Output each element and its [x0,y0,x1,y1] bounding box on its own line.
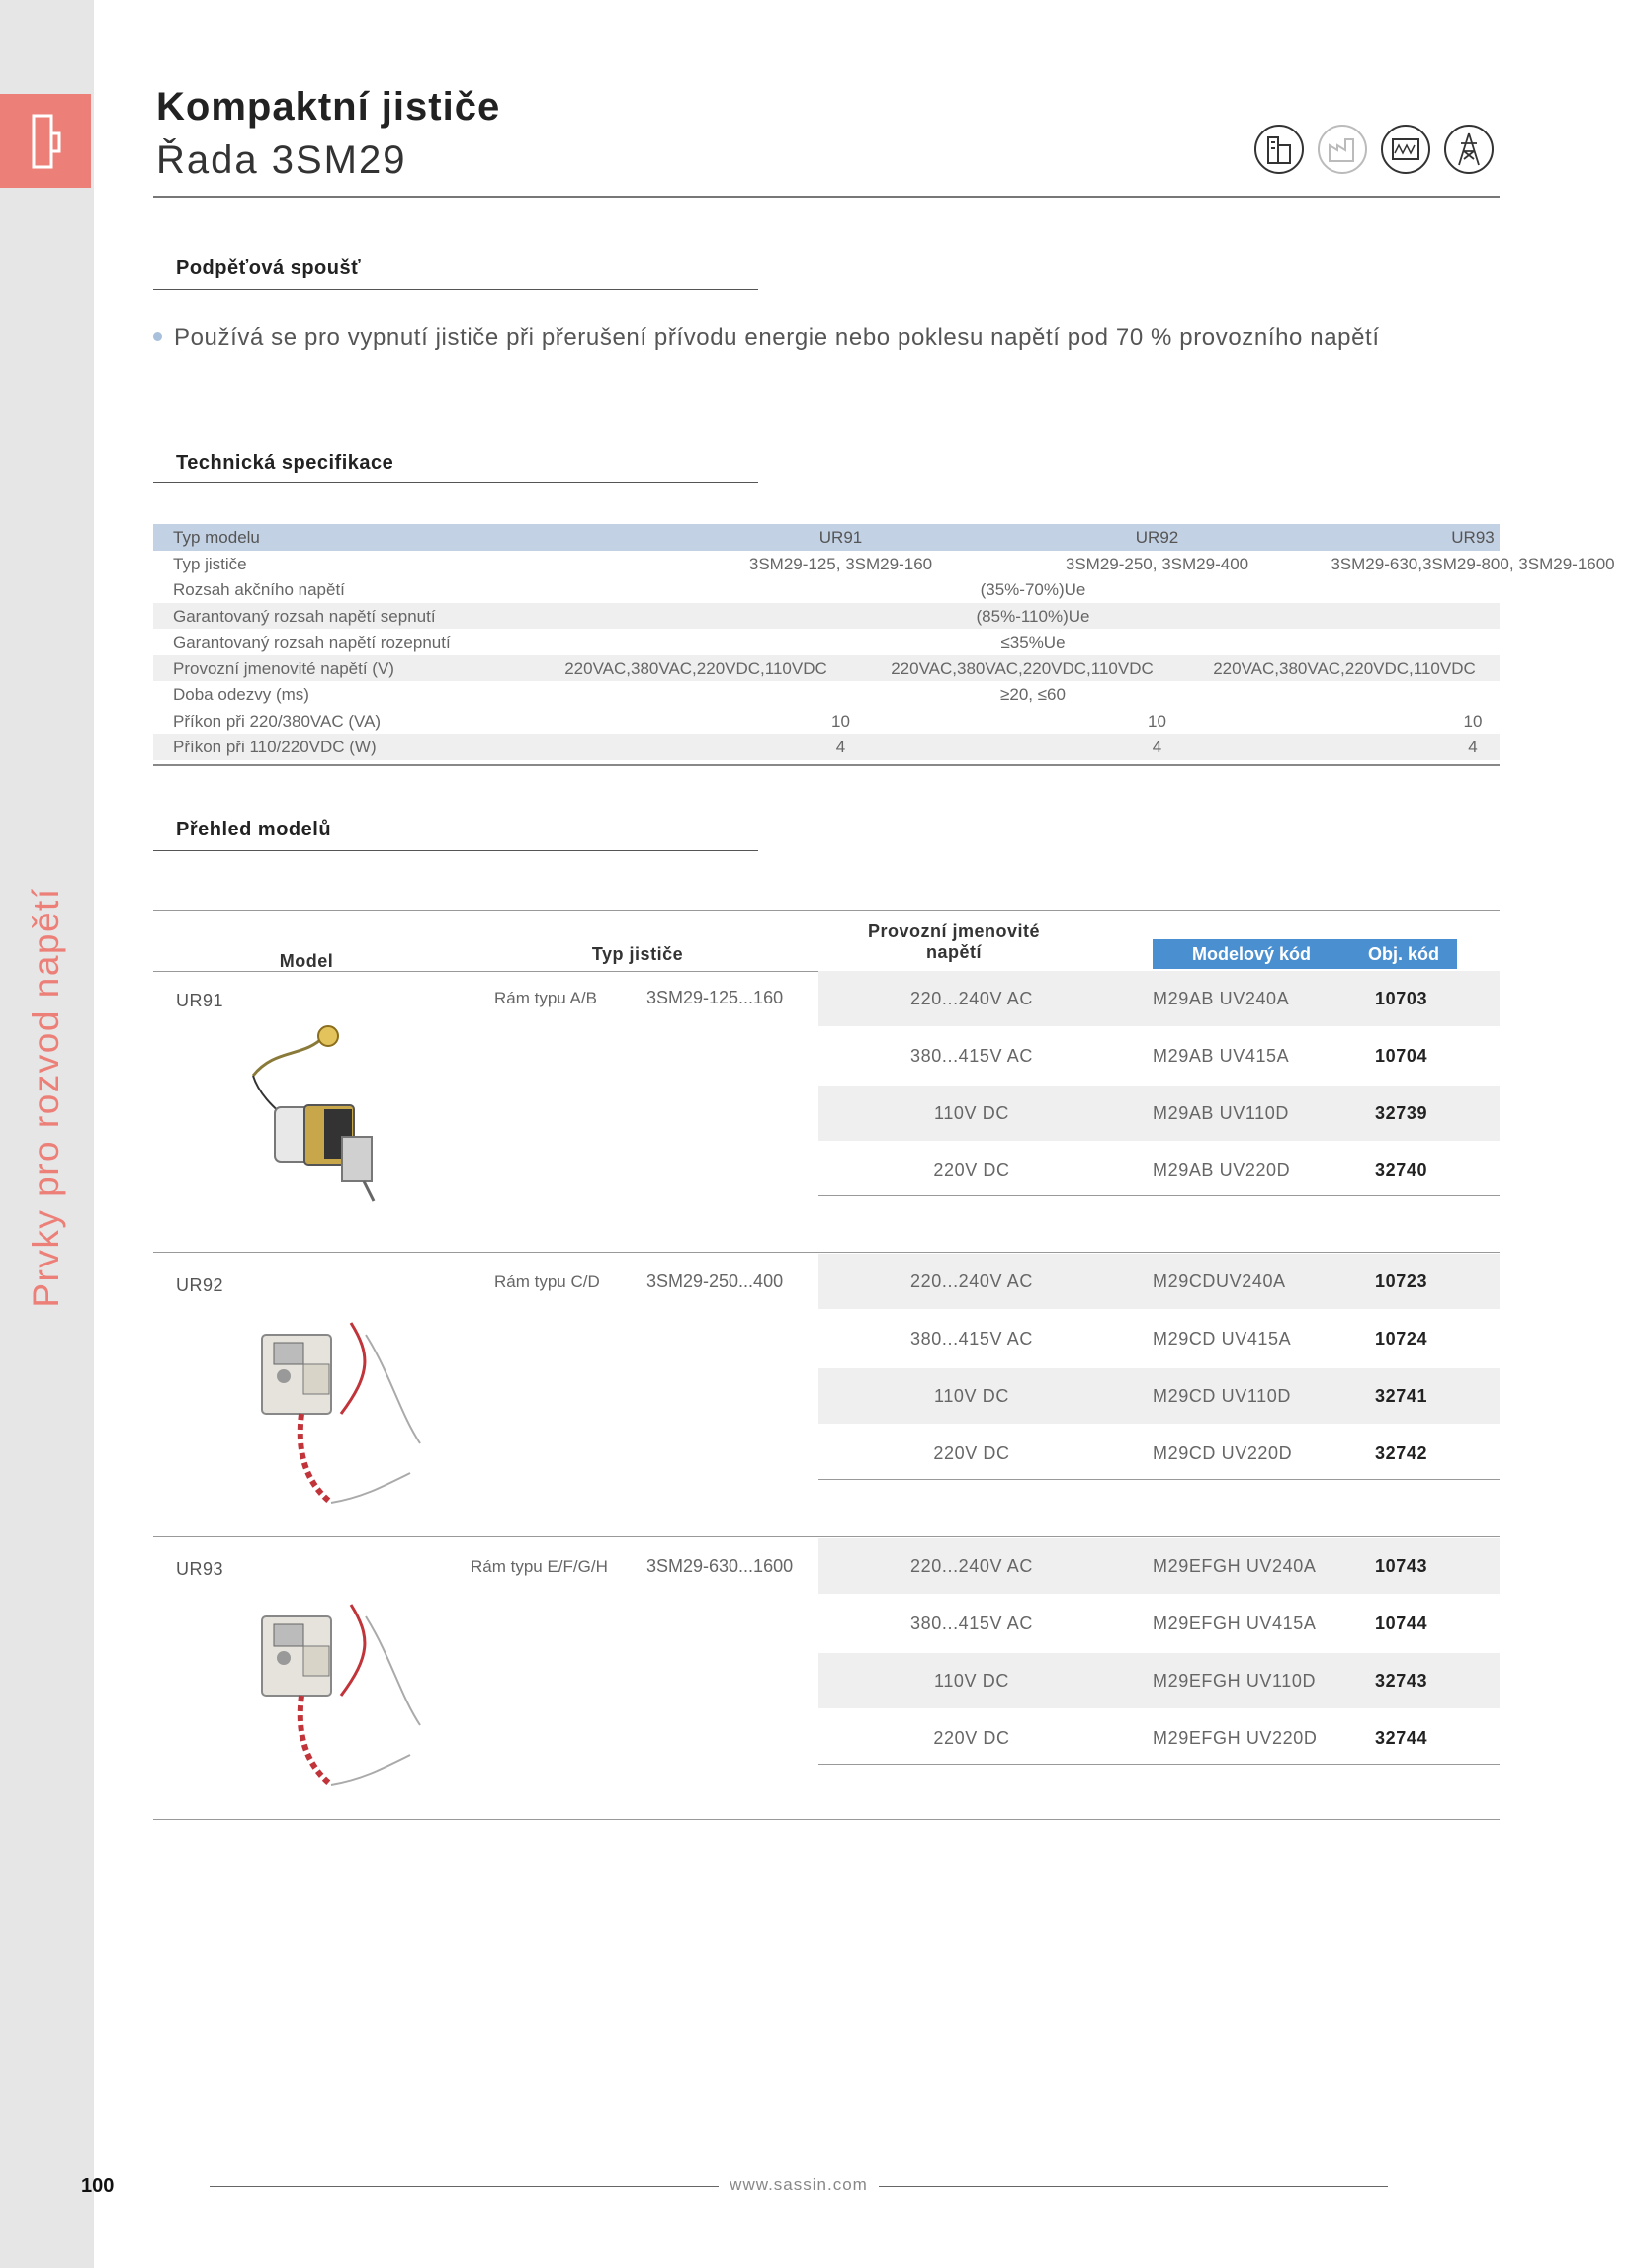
variant-code: M29AB UV415A [1153,1046,1290,1066]
section-underline [153,850,758,851]
description-text: Používá se pro vypnutí jističe při přerušení přívodu energie nebo poklesu napětí pod 70 % provozního napětí [174,324,1380,351]
page-number: 100 [81,2175,115,2197]
variant-code: M29CD UV220D [1153,1443,1293,1463]
variant-code: M29EFGH UV220D [1153,1728,1318,1748]
frame-type: Rám typu A/B [494,989,597,1007]
spec-row-open-range [153,629,1500,655]
variant-row [818,1311,1500,1366]
variant-code: M29AB UV240A [1153,989,1290,1008]
tower-icon [1443,124,1495,175]
power-panel-icon [1380,124,1431,175]
variant-order: 32740 [1375,1160,1428,1179]
spec-label: Provozní jmenovité napětí (V) [173,658,394,678]
variant-order: 10703 [1375,989,1428,1008]
spec-row-breaker-type [153,551,1615,577]
column-header-voltage-line1: Provozní jmenovité [867,921,1041,941]
variant-row [818,1538,1500,1594]
variant-row [818,1028,1500,1084]
variant-row [818,971,1500,1026]
variant-row [818,1426,1500,1481]
group-top-border [153,1536,1500,1537]
spec-label: Garantovaný rozsah napětí rozepnutí [173,633,451,652]
section-tab [0,94,91,188]
spec-label: Doba odezvy (ms) [173,685,309,704]
ur92-product-photo [252,1315,440,1513]
variant-code: M29CD UV415A [1153,1329,1292,1349]
spec-row-action-range [153,576,1500,603]
variant-row [818,1653,1500,1708]
page-subtitle: Řada 3SM29 [156,138,407,182]
variant-code: M29EFGH UV110D [1153,1671,1317,1691]
variant-voltage: 110V DC [934,1103,1009,1123]
building-icon [1253,124,1305,175]
variant-row [818,1596,1500,1651]
variant-code: M29AB UV110D [1153,1103,1289,1123]
section-label: Prvky pro rozvod napětí [26,887,66,1308]
spec-row-response-time [153,681,1500,708]
footer [210,2175,1388,2195]
variant-order: 32739 [1375,1103,1428,1123]
section-underline [153,482,758,483]
spec-cell: UR92 [1135,528,1179,547]
variant-row [818,1368,1500,1424]
section-underline [153,289,758,290]
variant-code: M29AB UV220D [1153,1160,1291,1179]
factory-icon [1317,124,1368,175]
spec-label: Příkon při 110/220VDC (W) [173,738,377,756]
section-heading-undervoltage: Podpěťová spoušť [176,257,362,279]
spec-cell: 10 [831,711,850,731]
document-icon [30,112,65,171]
variant-row [818,1254,1500,1309]
ur93-product-photo [252,1597,440,1794]
variant-voltage: 110V DC [934,1671,1009,1691]
spec-table-bottom-border [153,764,1500,766]
variant-order: 10724 [1375,1329,1428,1349]
variant-order: 10704 [1375,1046,1428,1066]
spec-cell: 10 [1463,711,1483,731]
column-header-breaker: Typ jističe [591,944,684,964]
spec-cell: (35%-70%)Ue [980,580,1086,599]
model-name: UR92 [176,1275,224,1295]
spec-table [153,524,1615,760]
footer-line-left [210,2186,719,2187]
variant-voltage: 220...240V AC [910,1271,1033,1291]
group-divider [818,1195,1500,1196]
bullet-icon [153,332,162,341]
spec-cell: 4 [835,738,846,756]
ur91-product-photo [225,1018,413,1206]
spec-label: Typ modelu [173,528,260,547]
spec-cell: 10 [1148,711,1166,731]
variant-order: 32741 [1375,1386,1428,1406]
model-name: UR93 [176,1559,224,1579]
spec-label: Rozsah akčního napětí [173,580,345,599]
breaker-series: 3SM29-630...1600 [646,1556,794,1576]
group-divider [818,1764,1500,1765]
frame-type: Rám typu C/D [494,1272,600,1291]
spec-row-rated-voltage [153,655,1500,682]
variant-row [818,1142,1500,1197]
breaker-series: 3SM29-125...160 [646,988,784,1007]
variant-code: M29EFGH UV240A [1153,1556,1317,1576]
column-header-voltage [830,921,1077,963]
variant-order: 10744 [1375,1614,1428,1633]
spec-cell: 4 [1152,738,1162,756]
page-title: Kompaktní jističe [156,85,501,129]
spec-cell: 3SM29-630,3SM29-800, 3SM29-1600 [1331,554,1615,573]
variant-code: M29EFGH UV415A [1153,1614,1317,1633]
column-header-model: Model [279,951,334,971]
spec-cell: 3SM29-250, 3SM29-400 [1065,554,1249,573]
overview-top-border [153,910,1500,911]
variant-voltage: 220...240V AC [910,989,1033,1008]
spec-cell: 220VAC,380VAC,220VDC,110VDC [1213,658,1476,678]
spec-label: Typ jističe [173,554,247,573]
variant-row [818,1086,1500,1141]
variant-voltage: 220V DC [933,1728,1010,1748]
frame-type: Rám typu E/F/G/H [471,1557,608,1576]
variant-voltage: 220V DC [933,1160,1010,1179]
variant-order: 32743 [1375,1671,1428,1691]
spec-cell: ≥20, ≤60 [1000,685,1066,704]
variant-voltage: 220V DC [933,1443,1010,1463]
spec-cell: 220VAC,380VAC,220VDC,110VDC [564,658,827,678]
spec-cell: 4 [1468,738,1478,756]
spec-label: Garantovaný rozsah napětí sepnutí [173,606,436,626]
description-bullet [153,324,1380,352]
section-heading-spec: Technická specifikace [176,452,394,474]
sidebar [0,0,115,2268]
column-header-code: Modelový kód [1153,939,1350,969]
variant-code: M29CDUV240A [1153,1271,1286,1291]
application-icons [1253,124,1495,175]
model-name: UR91 [176,991,224,1010]
variant-order: 32742 [1375,1443,1428,1463]
spec-label: Příkon při 220/380VAC (VA) [173,711,382,731]
spec-row-power-dc [153,734,1500,760]
group-top-border [153,1252,1500,1253]
variant-voltage: 380...415V AC [910,1614,1033,1633]
column-header-voltage-line2: napětí [925,942,982,962]
spec-cell: UR91 [818,528,863,547]
variant-voltage: 380...415V AC [910,1329,1033,1349]
group-divider [818,1479,1500,1480]
footer-url[interactable]: www.sassin.com [730,2175,868,2194]
variant-row [818,1710,1500,1766]
variant-code: M29CD UV110D [1153,1386,1291,1406]
spec-row-close-range [153,603,1500,630]
spec-cell: UR93 [1451,528,1495,547]
header-divider [153,196,1500,198]
variant-voltage: 110V DC [934,1386,1009,1406]
overview-bottom-border [153,1819,1500,1820]
spec-cell: (85%-110%)Ue [976,606,1090,626]
variant-voltage: 380...415V AC [910,1046,1033,1066]
variant-order: 10743 [1375,1556,1428,1576]
footer-line-right [879,2186,1388,2187]
variant-voltage: 220...240V AC [910,1556,1033,1576]
spec-row-power-ac [153,708,1500,735]
spec-cell: 220VAC,380VAC,220VDC,110VDC [891,658,1154,678]
spec-cell: ≤35%Ue [1000,633,1066,652]
variant-order: 10723 [1375,1271,1428,1291]
breaker-series: 3SM29-250...400 [646,1271,784,1291]
spec-row-model-type [153,524,1500,551]
section-heading-overview: Přehled modelů [176,819,332,840]
variant-order: 32744 [1375,1728,1428,1748]
column-header-order: Obj. kód [1350,939,1457,969]
spec-cell: 3SM29-125, 3SM29-160 [748,554,933,573]
